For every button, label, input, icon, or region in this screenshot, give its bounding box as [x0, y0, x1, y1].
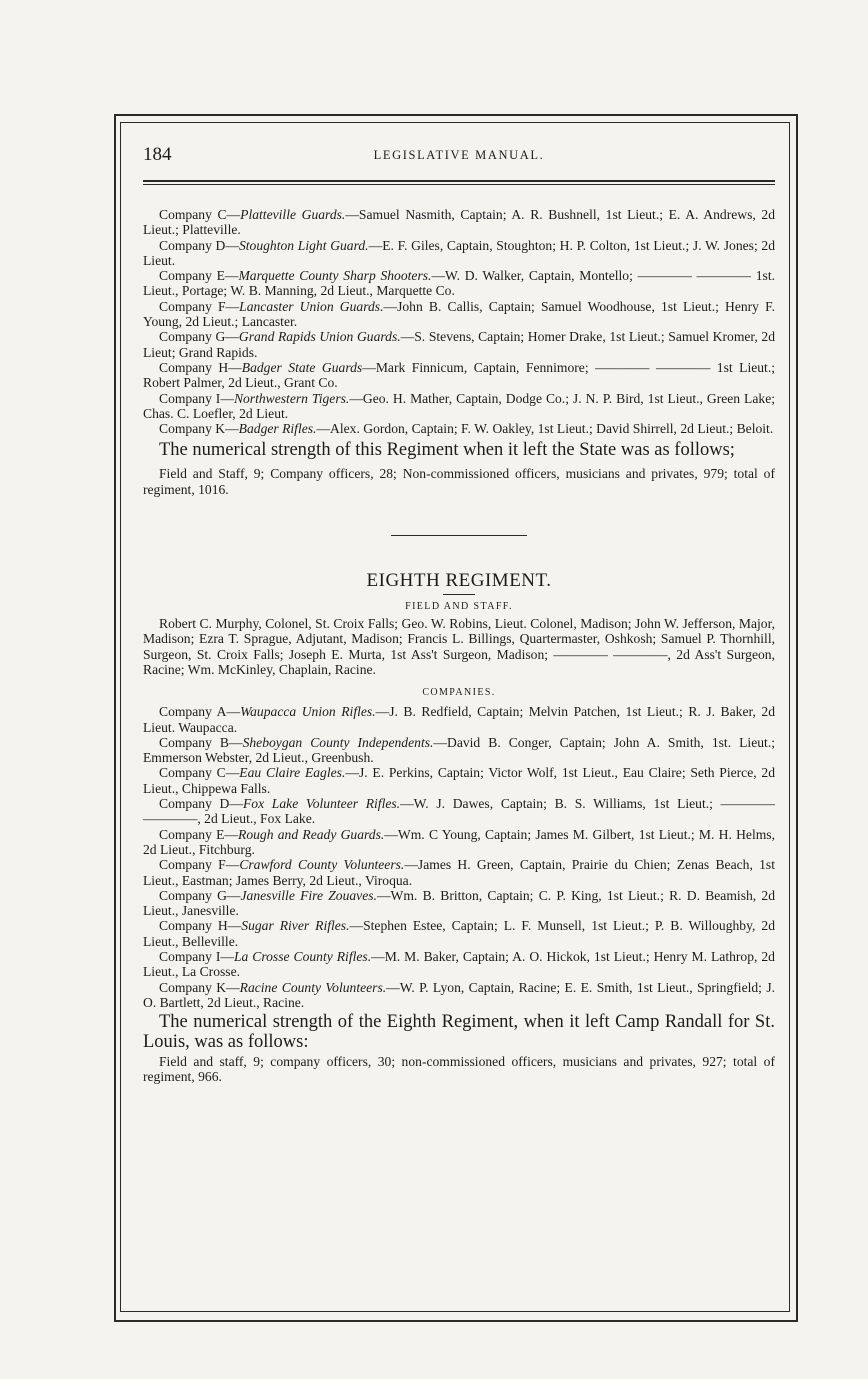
field-and-staff-heading: FIELD AND STAFF.: [405, 601, 513, 613]
section-separator: [391, 535, 527, 536]
title-rule: [443, 594, 475, 595]
company-entry: Company I—Northwestern Tigers.—Geo. H. Mather, Captain, Dodge Co.; J. N. P. Bird, 1st Lieut., Green Lake; Chas. C. Loefler, 2d Lieut.: [143, 390, 776, 421]
company-entry: Company H—Badger State Guards—Mark Finnicum, Captain, Fennimore; ———— ———— 1st Lieut.; Robert Palmer, 2d Lieut., Grant Co.: [143, 359, 776, 391]
seventh-strength-detail: Field and Staff, 9; Company officers, 28; Non-commissioned officers, musicians and privates, 979; total of regiment, 1016.: [143, 466, 775, 497]
company-entry: Company E—Rough and Ready Guards.—Wm. C Young, Captain; James M. Gilbert, 1st Lieut.; M. H. Helms, 2d Lieut., Fitchburg.: [143, 826, 775, 857]
company-entry: Company F—Lancaster Union Guards.—John B. Callis, Captain; Samuel Woodhouse, 1st Lieut.; Henry F. Young, 2d Lieut.; Lancaster.: [143, 298, 775, 330]
eighth-regiment-companies: [143, 704, 775, 1010]
eighth-strength-intro: The numerical strength of the Eighth Regiment, when it left Camp Randall for St. Louis, was as follows:: [143, 1012, 775, 1053]
page-header: [143, 140, 775, 176]
company-entry: Company G—Grand Rapids Union Guards.—S. Stevens, Captain; Homer Drake, 1st Lieut.; Samuel Kromer, 2d Lieut; Grand Rapids.: [143, 329, 776, 360]
eighth-strength-detail: Field and staff, 9; company officers, 30; non-commissioned officers, musicians and privates, 927; total of regiment, 966.: [143, 1054, 775, 1085]
seventh-regiment-companies: [143, 207, 775, 436]
company-entry: Company C—Eau Claire Eagles.—J. E. Perkins, Captain; Victor Wolf, 1st Lieut., Eau Claire; Seth Pierce, 2d Lieut., Chippewa Falls.: [143, 765, 776, 796]
seventh-strength-intro: The numerical strength of this Regiment when it left the State was as follows;: [159, 440, 735, 461]
company-entry: Company F—Crawford County Volunteers.—James H. Green, Captain, Prairie du Chien; Zenas Beach, 1st Lieut., Eastman; James Berry, 2d Lieut., Viroqua.: [143, 857, 775, 888]
company-entry: Company K—Racine County Volunteers.—W. P. Lyon, Captain, Racine; E. E. Smith, 1st Lieut., Springfield; J. O. Bartlett, 2d Lieut., Racine.: [143, 979, 776, 1010]
page-content: [143, 140, 775, 1085]
company-entry: Company H—Sugar River Rifles.—Stephen Estee, Captain; L. F. Munsell, 1st Lieut.; P. B. Willoughby, 2d Lieut., Belleville.: [143, 918, 775, 949]
page-number: 184: [143, 144, 172, 165]
company-entry: Company I—La Crosse County Rifles.—M. M. Baker, Captain; A. O. Hickok, 1st Lieut.; Henry M. Lathrop, 2d Lieut., La Crosse.: [143, 948, 775, 980]
running-title: LEGISLATIVE MANUAL.: [373, 148, 545, 162]
company-entry: Company B—Sheboygan County Independents.—David B. Conger, Captain; John A. Smith, 1st. Lieut.; Emmerson Webster, 2d Lieut., Greenbush.: [143, 734, 775, 766]
header-rule: [143, 180, 775, 185]
company-entry: Company D—Stoughton Light Guard.—E. F. Giles, Captain, Stoughton; H. P. Colton, 1st Lieut.; J. W. Jones; 2d Lieut.: [143, 237, 776, 268]
company-entry: Company G—Janesville Fire Zouaves.—Wm. B. Britton, Captain; C. P. King, 1st Lieut.; R. D. Beamish, 2d Lieut., Janesville.: [143, 887, 776, 919]
company-entry: Company D—Fox Lake Volunteer Rifles.—W. J. Dawes, Captain; B. S. Williams, 1st Lieut.; ———— ————, 2d Lieut., Fox Lake.: [143, 796, 776, 827]
company-entry: Company E—Marquette County Sharp Shooters.—W. D. Walker, Captain, Montello; ———— ———— 1st. Lieut., Portage; W. B. Manning, 2d Lieut., Marquette Co.: [143, 268, 775, 299]
company-entry: Company A—Waupacca Union Rifles.—J. B. Redfield, Captain; Melvin Patchen, 1st Lieut.; R. J. Baker, 2d Lieut. Waupacca.: [143, 704, 775, 735]
eighth-regiment-title: EIGHTH REGIMENT.: [366, 570, 552, 592]
company-entry: Company K—Badger Rifles.—Alex. Gordon, Captain; F. W. Oakley, 1st Lieut.; David Shirrell, 2d Lieut.; Beloit.: [159, 421, 774, 437]
company-entry: Company C—Platteville Guards.—Samuel Nasmith, Captain; A. R. Bushnell, 1st Lieut.; E. A. Andrews, 2d Lieut.; Platteville.: [143, 207, 775, 238]
field-and-staff-text: Robert C. Murphy, Colonel, St. Croix Falls; Geo. W. Robins, Lieut. Colonel, Madison; John W. Jefferson, Major, Madison; Ezra T. Sprague, Adjutant, Madison; Francis L. Billings, Quartermaster, Oshkosh; Samuel P. Thornhill, Surgeon, St. Croix Falls; Joseph E. Murta, 1st Ass't Surgeon, Madison; ———— ————, 2d Ass't Surgeon, Racine; Wm. McKinley, Chaplain, Racine.: [143, 616, 775, 677]
companies-heading: COMPANIES.: [422, 687, 496, 699]
